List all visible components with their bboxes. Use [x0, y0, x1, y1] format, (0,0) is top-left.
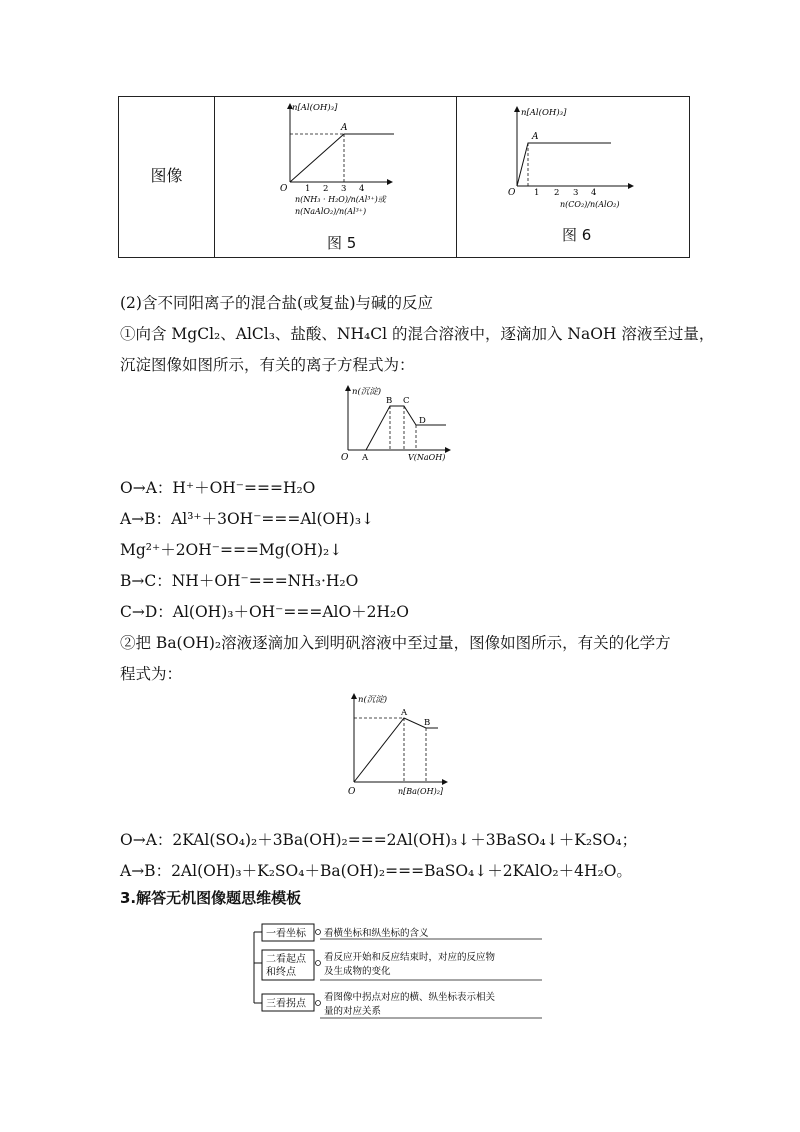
flow-connector-3 — [316, 1001, 321, 1006]
fig5-tick-4: 4 — [359, 184, 365, 194]
chart2-point-a: A — [401, 708, 408, 718]
fig6-curve — [517, 143, 611, 186]
flow-step-3: 三看拐点 — [266, 998, 306, 1010]
fig6-tick-2: 2 — [554, 188, 560, 198]
flow-desc-3a: 看图像中拐点对应的横、纵坐标表示相关 — [324, 992, 496, 1003]
chart2-point-b: B — [424, 718, 431, 728]
flow-desc-1: 看横坐标和纵坐标的含义 — [324, 928, 429, 939]
thinking-template-diagram — [246, 918, 548, 1022]
fig5-tick-3: 3 — [341, 184, 347, 194]
item2-text-line2: 程式为： — [120, 665, 183, 683]
flow-desc-2b: 及生成物的变化 — [324, 966, 391, 977]
fig6-y-label: n[Al(OH)₃] — [521, 108, 567, 118]
chart1-origin: O — [341, 453, 349, 463]
fig6-tick-3: 3 — [573, 188, 579, 198]
flow-connector-1 — [316, 930, 321, 935]
precipitate-chart-2 — [342, 690, 457, 802]
section2-title: (2)含不同阳离子的混合盐(或复盐)与碱的反应 — [120, 294, 434, 312]
fig6-point-a: A — [532, 132, 539, 142]
section3-title: 3.解答无机图像题思维模板 — [120, 889, 302, 907]
fig5-caption: 图 5 — [327, 234, 357, 252]
flow-step-1: 一看坐标 — [266, 928, 306, 940]
chart1-y-label: n(沉淀) — [352, 387, 382, 397]
fig5-x-label-2: n(NaAlO₂)/n(Al³⁺) — [295, 207, 367, 216]
chart1-point-d: D — [419, 416, 426, 426]
fig6-graph — [505, 103, 645, 213]
eq1-mg: Mg²⁺＋2OH⁻===Mg(OH)₂↓ — [120, 541, 343, 559]
chart2-x-label: n[Ba(OH)₂] — [398, 787, 444, 796]
chart2-y-label: n(沉淀) — [358, 695, 388, 705]
fig5-curve — [290, 134, 394, 182]
flow-step-2b: 和终点 — [266, 967, 296, 978]
fig5-y-label: n[Al(OH)₃] — [292, 103, 338, 113]
eq1-o-to-a: O→A：H⁺＋OH⁻===H₂O — [120, 479, 316, 497]
fig5-x-label-1: n(NH₃ · H₂O)/n(Al³⁺)或 — [295, 195, 386, 204]
chart1-point-c: C — [403, 396, 410, 406]
chart1-point-a: A — [362, 453, 369, 463]
chart1-point-b: B — [386, 396, 393, 406]
fig6-tick-1: 1 — [534, 188, 540, 198]
flow-desc-3b: 量的对应关系 — [324, 1006, 382, 1017]
fig5-graph — [270, 98, 420, 223]
item2-text-line1: ②把 Ba(OH)₂溶液逐滴加入到明矾溶液中至过量，图像如图所示，有关的化学方 — [120, 634, 671, 652]
chart2-origin: O — [348, 787, 356, 797]
flow-step-2a: 二看起点 — [266, 954, 306, 965]
fig5-tick-1: 1 — [305, 184, 311, 194]
chart1-curve — [348, 406, 446, 450]
flow-desc-2a: 看反应开始和反应结束时，对应的反应物 — [324, 952, 496, 963]
item1-text-line1: ①向含 MgCl₂、AlCl₃、盐酸、NH₄Cl 的混合溶液中，逐滴加入 NaOH 溶液至过量， — [120, 325, 715, 343]
eq1-c-to-d: C→D：Al(OH)₃＋OH⁻===AlO＋2H₂O — [120, 603, 409, 621]
eq2-a-to-b: A→B：2Al(OH)₃＋K₂SO₄＋Ba(OH)₂===BaSO₄↓＋2KAlO₂＋4H₂O。 — [120, 862, 632, 880]
flow-connector-2 — [316, 961, 321, 966]
eq2-o-to-a: O→A：2KAl(SO₄)₂＋3Ba(OH)₂===2Al(OH)₃↓＋3BaSO₄↓＋K₂SO₄； — [120, 831, 638, 849]
row-label: 图像 — [150, 166, 183, 185]
eq1-b-to-c: B→C：NH＋OH⁻===NH₃·H₂O — [120, 572, 359, 590]
fig5-tick-2: 2 — [323, 184, 329, 194]
fig6-origin: O — [508, 188, 516, 198]
chart1-x-label: V(NaOH) — [408, 453, 446, 462]
precipitate-chart-1 — [338, 382, 458, 466]
fig5-point-a: A — [341, 123, 348, 133]
fig5-origin: O — [280, 184, 288, 194]
eq1-a-to-b: A→B：Al³⁺＋3OH⁻===Al(OH)₃↓ — [120, 510, 375, 528]
item1-text-line2: 沉淀图像如图所示，有关的离子方程式为： — [120, 356, 415, 374]
fig6-tick-4: 4 — [591, 188, 597, 198]
fig6-x-label: n(CO₂)/n(AlO₂) — [560, 200, 620, 209]
table-label-cell — [119, 97, 215, 257]
fig6-caption: 图 6 — [562, 226, 592, 244]
